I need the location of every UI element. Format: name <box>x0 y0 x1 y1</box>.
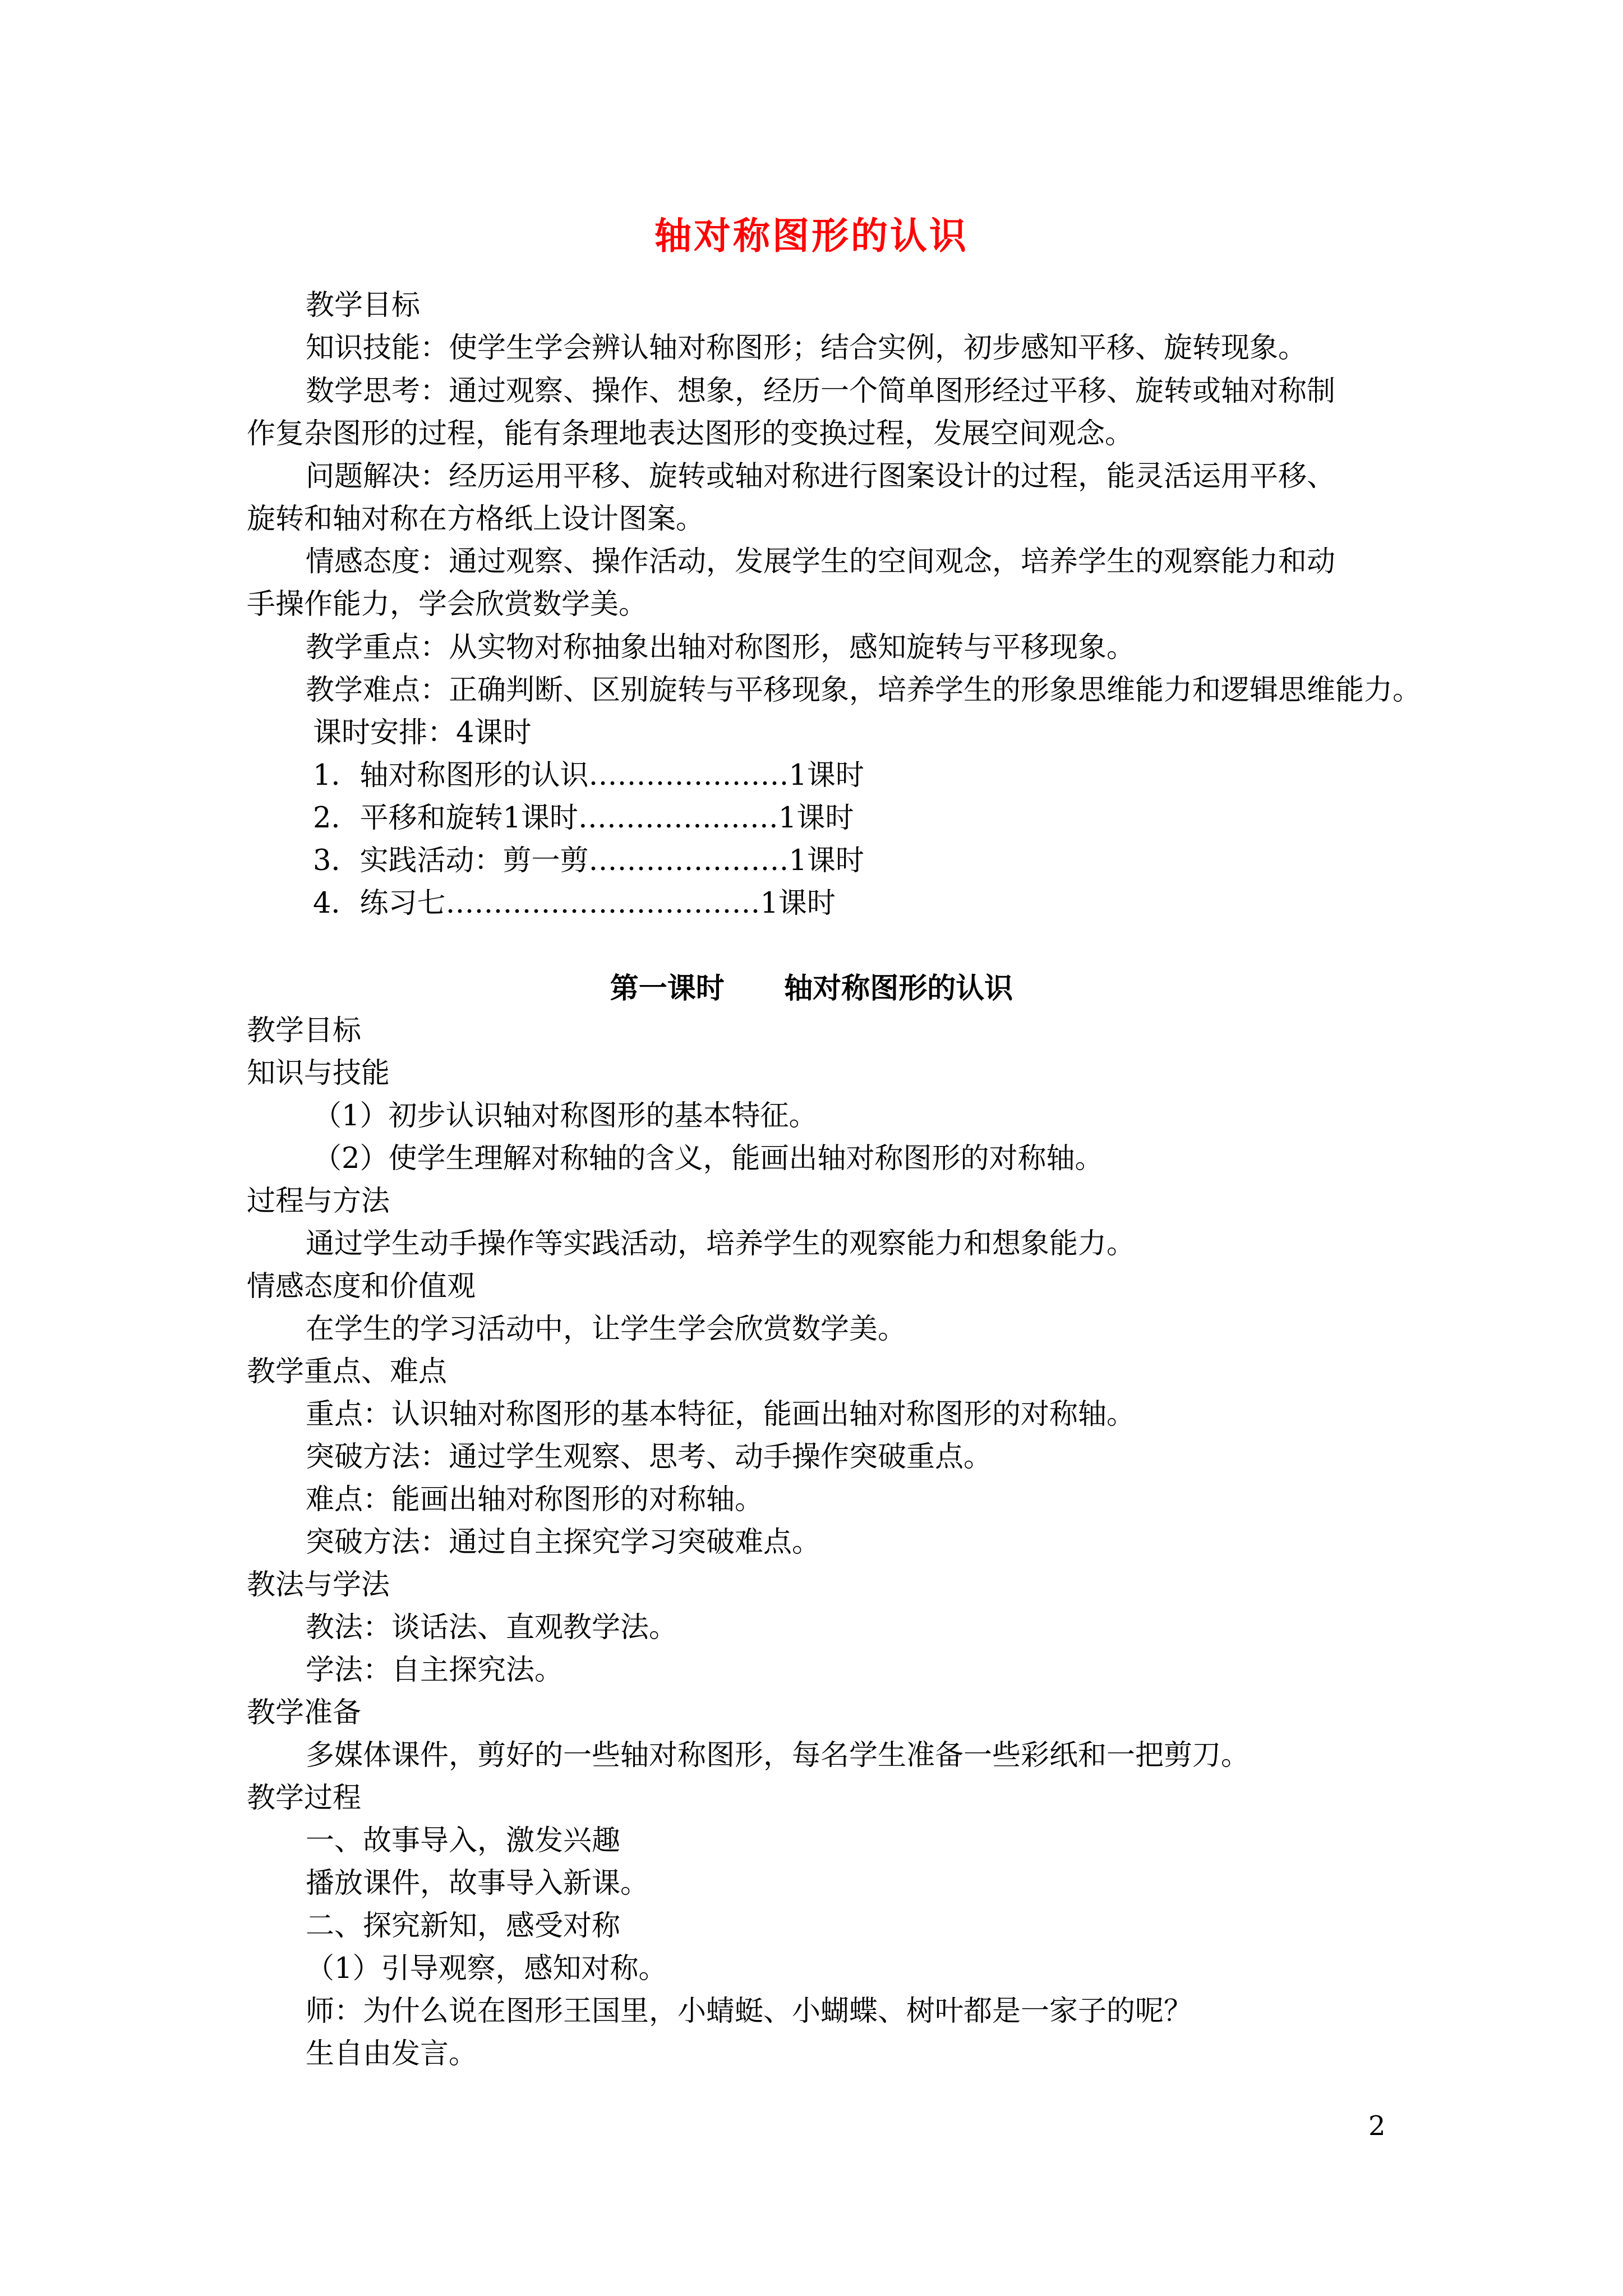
keydiff-heading: 教学重点、难点 <box>247 1355 448 1388</box>
teach-method: 教法：谈话法、直观教学法。 <box>306 1611 678 1644</box>
emotion-heading: 情感态度和价值观 <box>247 1270 476 1303</box>
prep-text: 多媒体课件，剪好的一些轴对称图形，每名学生准备一些彩纸和一把剪刀。 <box>306 1739 1250 1772</box>
difficult-point: 难点：能画出轴对称图形的对称轴。 <box>306 1483 764 1516</box>
step-2-item: （1）引导观察，感知对称。 <box>306 1952 667 1985</box>
intro-goal-heading: 教学目标 <box>306 289 421 322</box>
toc-item: 4．练习七……………………………1课时 <box>313 887 836 920</box>
intro-key: 教学重点：从实物对称抽象出轴对称图形，感知旋转与平移现象。 <box>306 631 1136 664</box>
lesson-heading: 第一课时 轴对称图形的认识 <box>610 972 1013 1005</box>
key-point: 重点：认识轴对称图形的基本特征，能画出轴对称图形的对称轴。 <box>306 1398 1136 1431</box>
step-2-student: 生自由发言。 <box>306 2037 478 2070</box>
toc-item: 2．平移和旋转1课时…………………1课时 <box>313 802 854 835</box>
page-number: 2 <box>1368 2110 1386 2142</box>
knowledge-item-1: （1）初步认识轴对称图形的基本特征。 <box>313 1099 818 1133</box>
method-heading: 教法与学法 <box>247 1568 390 1602</box>
intro-difficulty: 教学难点：正确判断、区别旋转与平移现象，培养学生的形象思维能力和逻辑思维能力。 <box>306 674 1422 707</box>
knowledge-item-2: （2）使学生理解对称轴的含义，能画出轴对称图形的对称轴。 <box>313 1142 1104 1175</box>
flow-heading: 教学过程 <box>247 1782 362 1815</box>
step-2-heading: 二、探究新知，感受对称 <box>306 1910 621 1943</box>
step-2-teacher: 师：为什么说在图形王国里，小蜻蜓、小蝴蝶、树叶都是一家子的呢？ <box>306 1995 1193 2028</box>
process-text: 通过学生动手操作等实践活动，培养学生的观察能力和想象能力。 <box>306 1227 1136 1260</box>
process-heading: 过程与方法 <box>247 1185 390 1218</box>
toc-item: 3．实践活动：剪一剪…………………1课时 <box>313 844 864 877</box>
toc-item: 1．轴对称图形的认识…………………1课时 <box>313 759 864 792</box>
intro-knowledge: 知识技能：使学生学会辨认轴对称图形；结合实例，初步感知平移、旋转现象。 <box>306 332 1307 365</box>
document-title: 轴对称图形的认识 <box>654 214 969 257</box>
prep-heading: 教学准备 <box>247 1696 362 1729</box>
intro-schedule: 课时安排：4课时 <box>313 716 532 749</box>
knowledge-heading: 知识与技能 <box>247 1057 390 1090</box>
step-1-heading: 一、故事导入，激发兴趣 <box>306 1824 621 1857</box>
emotion-text: 在学生的学习活动中，让学生学会欣赏数学美。 <box>306 1313 907 1346</box>
difficult-method: 突破方法：通过自主探究学习突破难点。 <box>306 1526 821 1559</box>
intro-problem: 问题解决：经历运用平移、旋转或轴对称进行图案设计的过程，能灵活运用平移、旋转和轴对称在方格纸上设计图案。 <box>247 460 1336 536</box>
key-method: 突破方法：通过学生观察、思考、动手操作突破重点。 <box>306 1441 993 1474</box>
step-1-text: 播放课件，故事导入新课。 <box>306 1867 649 1900</box>
intro-emotion: 情感态度：通过观察、操作活动，发展学生的空间观念，培养学生的观察能力和动手操作能力，学会欣赏数学美。 <box>247 545 1336 621</box>
learn-method: 学法：自主探究法。 <box>306 1654 564 1687</box>
lesson-goal-heading: 教学目标 <box>247 1014 362 1047</box>
intro-thinking: 数学思考：通过观察、操作、想象，经历一个简单图形经过平移、旋转或轴对称制作复杂图形的过程，能有条理地表达图形的变换过程，发展空间观念。 <box>247 375 1336 450</box>
